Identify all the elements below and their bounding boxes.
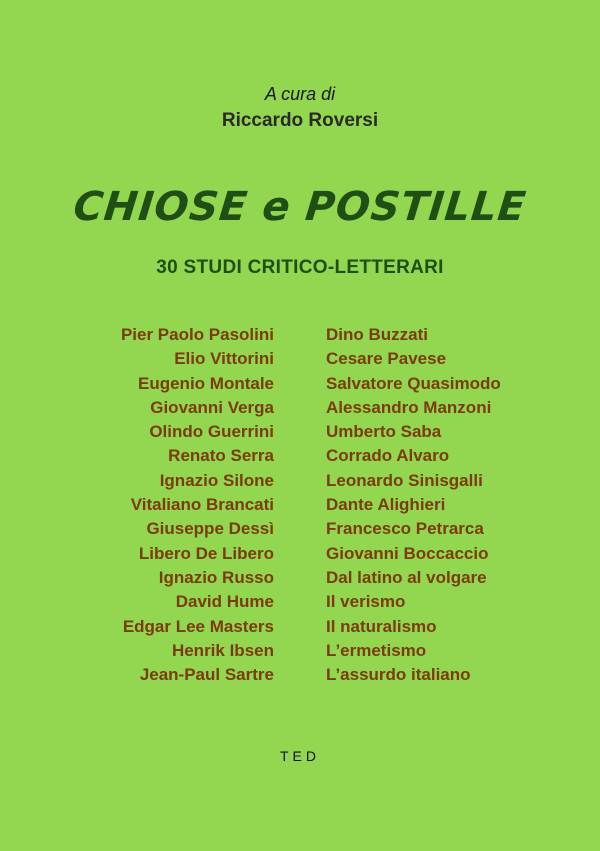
curator-name: Riccardo Roversi (221, 110, 379, 131)
authors-right-column (326, 323, 501, 687)
author-item: Giovanni Verga (150, 397, 274, 417)
author-item: Il verismo (326, 592, 406, 612)
author-item: Giovanni Boccaccio (326, 543, 489, 563)
publisher-name: TED (280, 748, 320, 764)
author-item: Pier Paolo Pasolini (120, 325, 274, 344)
author-item: Olindo Guerrini (149, 422, 274, 442)
author-item: Edgar Lee Masters (122, 616, 274, 636)
author-item: Cesare Pavese (326, 349, 447, 369)
author-item: Alessandro Manzoni (326, 397, 492, 417)
author-item: Eugenio Montale (138, 373, 274, 393)
author-item: Francesco Petrarca (326, 519, 484, 539)
author-item: Umberto Saba (326, 422, 442, 442)
author-item: Leonardo Sinisgalli (326, 470, 483, 490)
book-subtitle: 30 STUDI CRITICO-LETTERARI (156, 257, 444, 278)
authors-left-column (121, 323, 274, 687)
author-item: Libero De Libero (138, 543, 274, 563)
author-item: Salvatore Quasimodo (326, 373, 501, 393)
author-item: L’ermetismo (326, 640, 427, 660)
book-title: CHIOSE e POSTILLE (71, 184, 529, 230)
author-item: Henrik Ibsen (171, 640, 274, 660)
author-item: Renato Serra (168, 446, 274, 466)
author-item: Corrado Alvaro (326, 446, 450, 466)
curator-label: A cura di (264, 84, 336, 104)
author-item: Ignazio Silone (159, 470, 274, 490)
author-item: Giuseppe Dessì (146, 519, 274, 539)
author-item: Dante Alighieri (326, 495, 446, 515)
author-item: Il naturalismo (326, 616, 437, 636)
author-item: Jean-Paul Sartre (139, 665, 274, 685)
author-item: Dino Buzzati (326, 325, 428, 344)
author-item: Vitaliano Brancati (130, 495, 274, 515)
author-item: L’assurdo italiano (326, 665, 471, 685)
author-item: David Hume (175, 592, 274, 612)
author-item: Elio Vittorini (174, 349, 274, 369)
author-item: Dal latino al volgare (326, 567, 487, 587)
author-item: Ignazio Russo (158, 567, 274, 587)
